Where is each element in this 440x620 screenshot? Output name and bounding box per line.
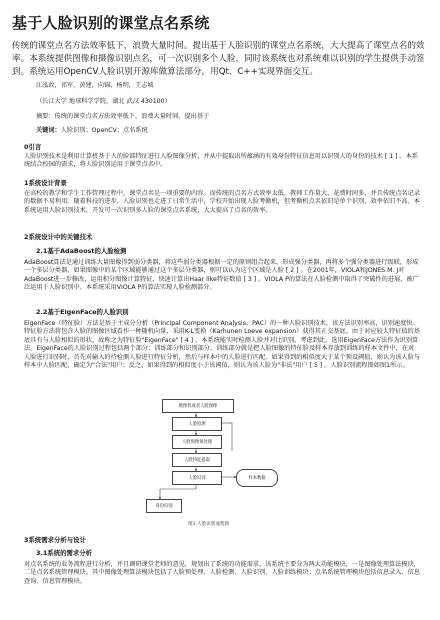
abstract-short: 摘要：传统的课堂点名方法效率低下，浪费大量时间。提出基于: [36, 113, 210, 120]
abstract-text: 传统的课堂点名方法效率低下，浪费大量时间。提出基于人脸识别的课堂点名系统，大大提高了课堂点名的效率。本系统提供图像和摄像识别点名，可一次识别多个人脸，同时该系统也对系统难以识别的学生提供手动签到。系统运用OpenCV人脸识别开源库做算法部分，用Qt、C++实现界面交互。: [12, 41, 425, 77]
subsection-heading-needs: 3.1系统的需求分析: [36, 549, 93, 557]
section-heading-requirements: 3系统需求分析与设计: [24, 536, 86, 544]
flow-box-identity: 身份识别: [146, 499, 182, 513]
flow-box-feature: 人脸特征提取: [172, 453, 222, 467]
section-heading-background: 1系统设计背景: [24, 179, 67, 187]
subsection-heading-eigenface: 2.2基于EigenFace的人脸识别: [36, 308, 129, 316]
keywords-label: 关键词：: [36, 127, 61, 134]
affiliation: （长江大学 地球科学学院，湖北 武汉 430100）: [36, 98, 171, 105]
paragraph-needs: 对点名系统的业务流程进行分析，并且调研课堂老师的意见，规划出了系统的功能需求。该系统主要分为两大功能模块，一是图像处理算法模块，二是点名系统管理模块。其中图像处理算法模块包括了人脸预处理、人脸检测、人脸识别、人脸训练模块；点名系统管理模块包括信息录入、信息查询、信息管理模块。: [24, 561, 420, 585]
section-heading-key-tech: 2系统设计中的关键技术: [24, 233, 93, 241]
flow-box-input: 摄像机或者人脸图像: [162, 399, 234, 413]
figure-caption: 图1 人脸识别流程图: [188, 522, 230, 527]
paragraph-intro: 人脸识别技术是利用计算机基于人的脸部特征进行人脸图像分析，并从中提取出所蕴涵的有效身份特征信息用以识别人的身份的技术 [ 1 ] 。本系统结合校园的需求，将人脸识别运用于课堂点名中。: [24, 153, 419, 169]
flow-box-sample-data: 样本数据: [236, 469, 278, 487]
flow-box-detect: 人脸检测: [172, 417, 222, 431]
paragraph-background: 在高校的教学和学生工作管理过程中，课堂点名是一项重要的内容。而传统的点名方式效率太低，教师工作量大，花费时间多，并且传统点名记录的数据不易利用。随着科技的进步，人脸识别也走进了日常生活中，学校开始出现人脸考勤机，但考勤机点名依旧是单个识别，效率依旧不高。本系统运用人脸识别技术，开发可一次识别多人脸的课堂点名系统，大大提高了点名的效率。: [24, 190, 420, 214]
authors: 江泓政，祁军，黄建，向锦，杨明，王志城: [36, 82, 154, 89]
subsection-heading-adaboost: 2.1基于AdaBoost的人脸检测: [36, 247, 127, 255]
flow-box-recognize: 人脸识别: [172, 471, 222, 485]
flow-box-preprocess: 人脸图像预处理: [172, 435, 222, 449]
keywords: [36, 127, 148, 135]
paragraph-adaboost: AdaBoost算法是通过训练大量图像得到弱分类器，将这些弱分类器根据一定的原则组合起来，形成强分类器，再将多个强分类器进行级联，形成一个多层分类器，如果图像中的某个区域能够通过这个多层分类器，则可以认为这个区域是人脸 [ 2 ] 。在2001年，VIOLA和JONES M. J对AdaBoost进一步修改，运用积分图像计算特征，快速计算出Haar like特征数值 [ 3 ] 。VIOLA P的算法在人脸检测中取得了突破性的进展，被广泛运用于人脸识别中。本系统采用VIOLA P的算法实现人脸检测部分。: [24, 259, 419, 292]
page-title: 基于人脸识别的课堂点名系统: [12, 14, 210, 32]
keywords-value: 人脸识别；OpenCV；点名系统: [60, 127, 148, 134]
flowchart-figure: [140, 395, 300, 521]
paragraph-eigenface: EigenFace（特征脸）方法是基于主成分分析（Principal Component Analysis，PAC）的一种人脸识别技术，该方法识别率高，识别速度快。特征脸方法将包含人脸的图像区域看作一种随机向量，采用K-L变换（Karhunen Loeve expansion）获得其正交基底。由于对应较大特征值的基底具有与人脸相似的形状，故称之为特征脸"EigenFace" [ 4 ] 。本系统能实时检测人脸并对比识别，考虑到此，选用EigenFace方法作为识别算法。EigenFace的人脸识别过程包括两个部分：训练部分和识别部分。训练部分就是把人脸图像的特征脸及样本存放到训练的样本文件中，在对人脸进行识别时，首先对输入的待检测人脸进行特征分析，然后与样本中的人脸进行匹配。如果得到的相似度大于某个预设阈值，则认为该人脸与样本中人脸匹配，确定为"合法"用户；反之，如果得到的相似度小于该阈值，则认为该人脸为"非法"用户 [ 5 ] 。人脸识别流程图如图1所示。: [24, 320, 420, 370]
section-heading-intro: 0引言: [24, 143, 42, 151]
